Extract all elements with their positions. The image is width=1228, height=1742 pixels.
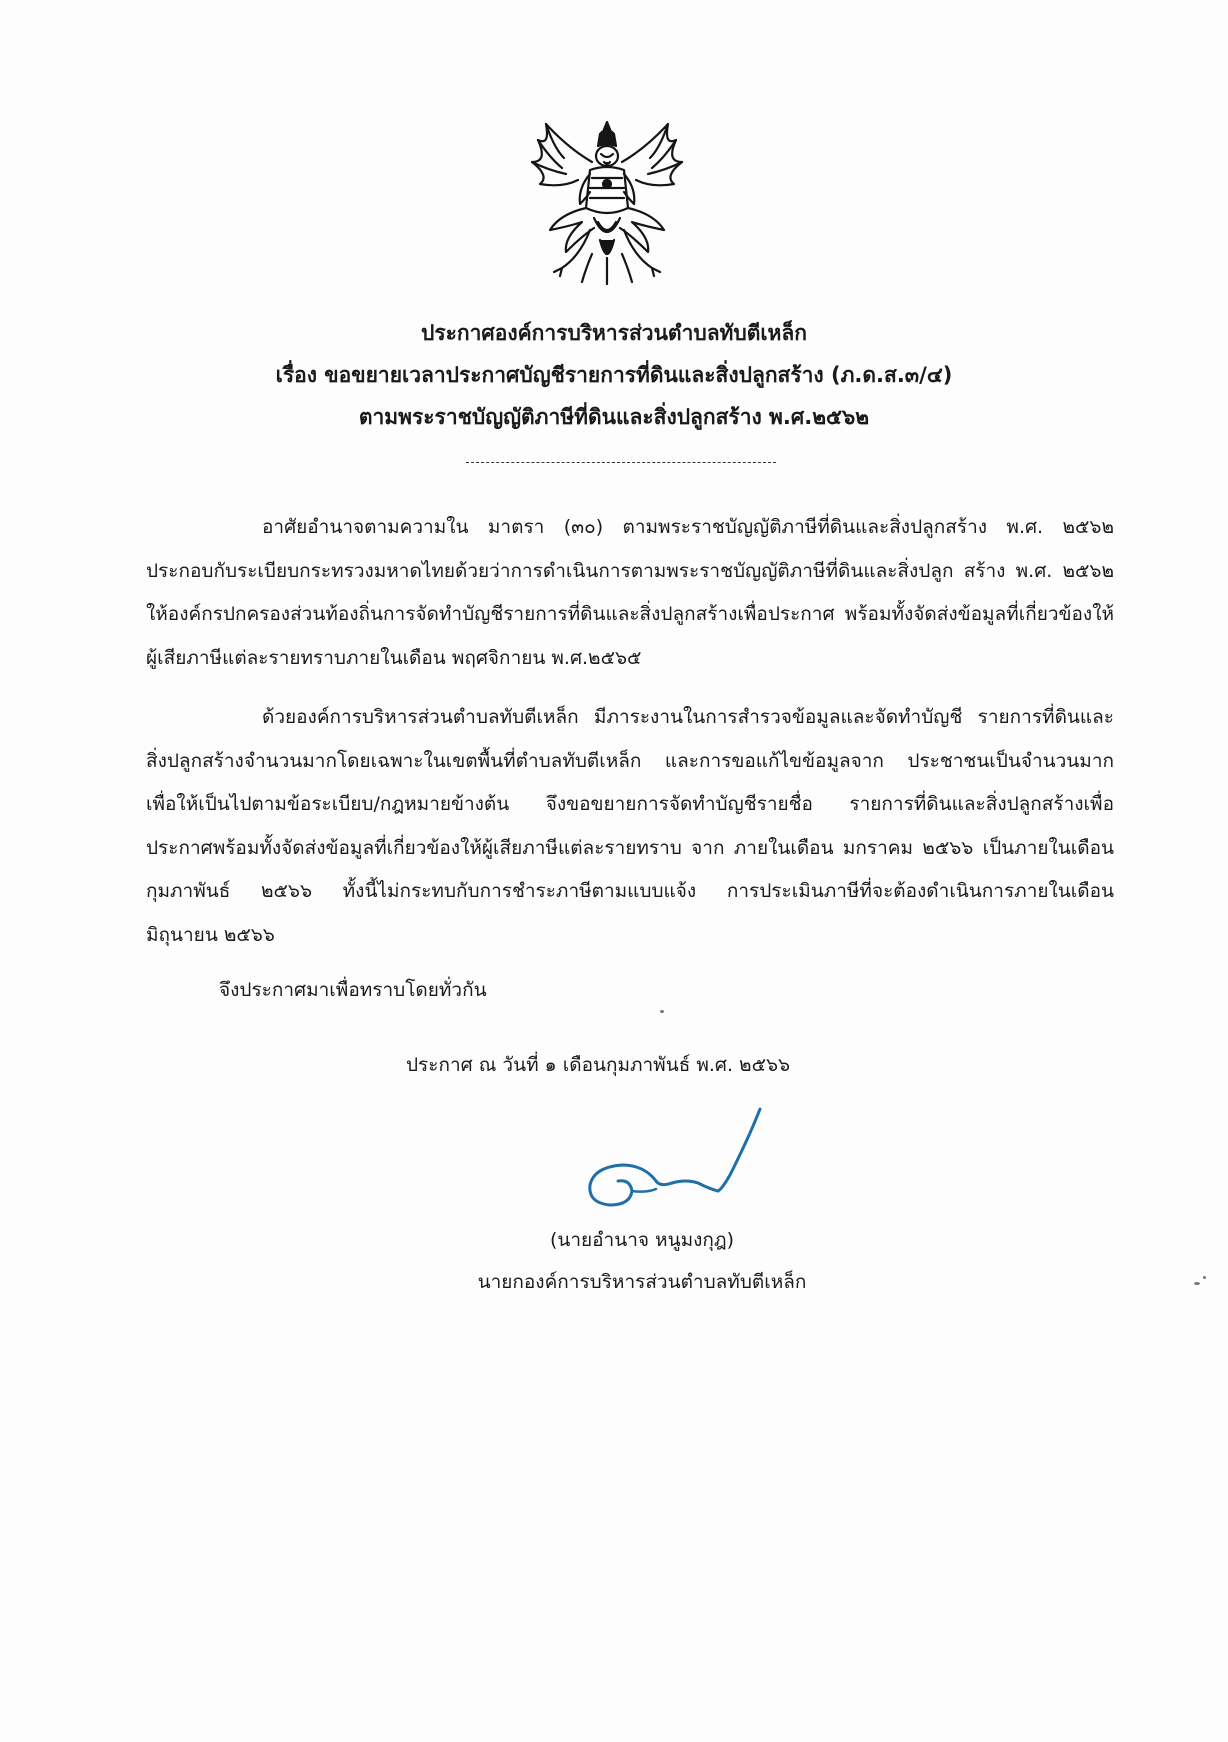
garuda-emblem-icon — [520, 118, 695, 288]
signer-position: นายกองค์การบริหารส่วนตำบลทับตีเหล็ก — [477, 1271, 807, 1293]
body-paragraph-1: อาศัยอำนาจตามความใน มาตรา (๓๐) ตามพระราชบัญญัติภาษีที่ดินและสิ่งปลูกสร้าง พ.ศ. ๒๕๖๒ ประกอบกับระเบียบกระทรวงมหาดไทยด้วยว่าการดำเนินการตามพระราชบัญญัติภาษีที่ดินและสิ่งปลูก สร้าง พ.ศ. ๒๕๖๒ ให้องค์กรปกครองส่วนท้องถิ่นการจัดทำบัญชีรายการที่ดินและสิ่งปลูกสร้างเพื่อประกาศ พร้อมทั้งจัดส่งข้อมูลที่เกี่ยวข้องให้ผู้เสียภาษีแต่ละรายทราบภายในเดือน พฤศจิกายน พ.ศ.๒๕๖๕ — [146, 516, 1114, 669]
signature-icon — [560, 1105, 780, 1215]
body-paragraph-2: ด้วยองค์การบริหารส่วนตำบลทับตีเหล็ก มีภาระงานในการสำรวจข้อมูลและจัดทำบัญชี รายการที่ดินและสิ่งปลูกสร้างจำนวนมากโดยเฉพาะในเขตพื้นที่ตำบลทับตีเหล็ก และการขอแก้ไขข้อมูลจาก ประชาชนเป็นจำนวนมาก เพื่อให้เป็นไปตามข้อระเบียบ/กฎหมายข้างต้น จึงขอขยายการจัดทำบัญชีรายชื่อ รายการที่ดินและสิ่งปลูกสร้างเพื่อประกาศพร้อมทั้งจัดส่งข้อมูลที่เกี่ยวข้องให้ผู้เสียภาษีแต่ละรายทราบ จาก ภายในเดือน มกราคม ๒๕๖๖ เป็นภายในเดือน กุมภาพันธ์ ๒๕๖๖ ทั้งนี้ไม่กระทบกับการชำระภาษีตามแบบแจ้ง การประเมินภาษีที่จะต้องดำเนินการภายในเดือน มิถุนายน ๒๕๖๖ — [146, 706, 1114, 946]
heading-divider — [466, 462, 776, 463]
announcement-title: ประกาศองค์การบริหารส่วนตำบลทับตีเหล็ก — [421, 321, 807, 345]
announcement-date: ประกาศ ณ วันที่ ๑ เดือนกุมภาพันธ์ พ.ศ. ๒๕๖๖ — [406, 1054, 791, 1076]
closing-sentence: จึงประกาศมาเพื่อทราบโดยทั่วกัน — [219, 979, 487, 1001]
scan-speck — [1194, 1282, 1200, 1285]
scan-speck — [1203, 1276, 1206, 1279]
announcement-legal-basis: ตามพระราชบัญญัติภาษีที่ดินและสิ่งปลูกสร้าง พ.ศ.๒๕๖๒ — [358, 405, 870, 429]
announcement-subject: เรื่อง ขอขยายเวลาประกาศบัญชีรายการที่ดินและสิ่งปลูกสร้าง (ภ.ด.ส.๓/๔) — [275, 363, 953, 387]
scan-speck — [660, 1010, 664, 1013]
signer-name: (นายอำนาจ หนูมงกุฎ) — [549, 1229, 735, 1251]
